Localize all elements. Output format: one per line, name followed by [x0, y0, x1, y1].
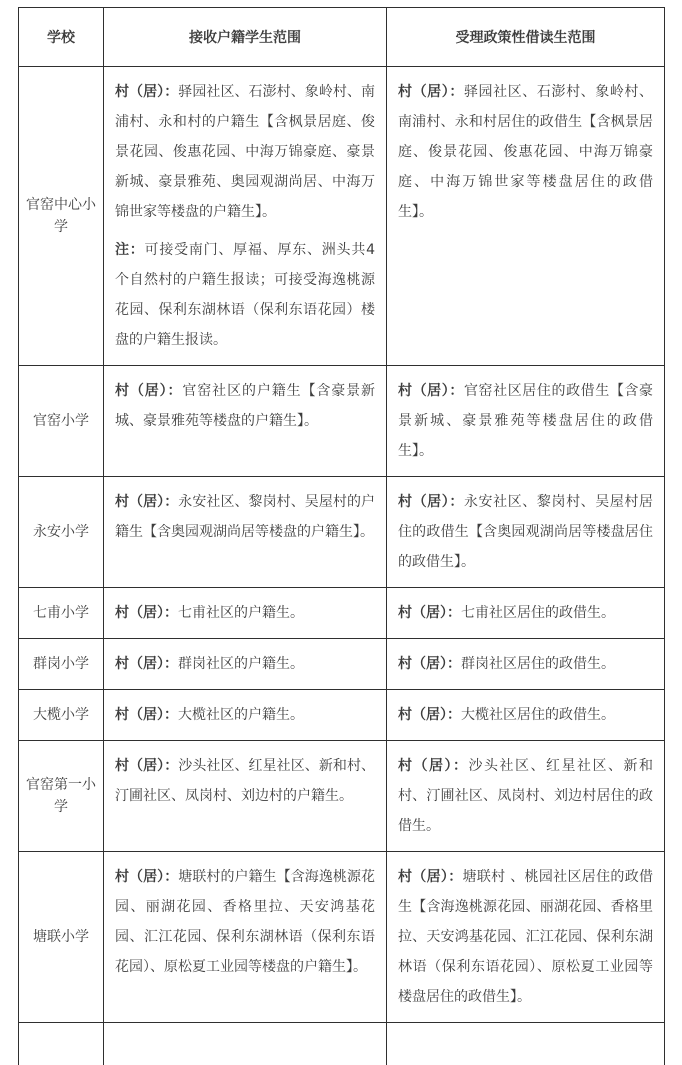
table-header	[19, 8, 665, 67]
table-row	[19, 588, 665, 639]
huji-range-cell	[104, 67, 387, 366]
partial-next-row	[19, 1023, 665, 1065]
row-label: 村（居）：	[115, 383, 182, 399]
row-label: 村（居）：	[398, 869, 463, 885]
huji-range-cell	[104, 366, 387, 477]
huji-range-text: 村（居）：大榄社区的户籍生。	[115, 700, 375, 730]
table-row	[19, 639, 665, 690]
table-row	[19, 852, 665, 1023]
table-row	[19, 741, 665, 852]
jiedu-range-text: 村（居）：永安社区、黎岗村、吴屋村居住的政借生【含奥园观湖尚居等楼盘居住的政借生】。	[398, 487, 653, 577]
huji-range-cell	[104, 639, 387, 690]
jiedu-range-text: 村（居）：官窑社区居住的政借生【含豪景新城、豪景雅苑等楼盘居住的政借生】。	[398, 376, 653, 466]
school-name-cell	[19, 477, 104, 588]
table-row	[19, 690, 665, 741]
row-label: 村（居）：	[115, 758, 178, 774]
header-row	[19, 8, 665, 67]
row-label: 村（居）：	[398, 494, 464, 510]
jiedu-range-cell	[387, 67, 665, 366]
jiedu-range-cell	[387, 741, 665, 852]
school-name-cell	[19, 639, 104, 690]
column-header-jiedu-range: 受理政策性借读生范围	[387, 8, 665, 67]
row-label: 村（居）：	[115, 869, 178, 885]
huji-range-cell	[104, 477, 387, 588]
jiedu-range-text: 村（居）：大榄社区居住的政借生。	[398, 700, 653, 730]
huji-range-cell	[104, 741, 387, 852]
school-name-cell	[19, 366, 104, 477]
school-name: 永安小学	[33, 524, 89, 540]
row-label: 村（居）：	[398, 383, 464, 399]
school-name: 七甫小学	[33, 605, 89, 621]
row-label: 村（居）：	[115, 494, 178, 510]
row-label: 村（居）：	[398, 84, 464, 100]
jiedu-range-cell	[387, 477, 665, 588]
school-name-cell	[19, 588, 104, 639]
school-name: 大榄小学	[33, 707, 89, 723]
school-name: 群岗小学	[33, 656, 89, 672]
school-name: 官窑小学	[33, 413, 89, 429]
note-label: 注：	[115, 242, 145, 258]
jiedu-range-cell	[387, 366, 665, 477]
huji-range-text: 村（居）：沙头社区、红星社区、新和村、汀圃社区、凤岗村、刘边村的户籍生。	[115, 751, 375, 811]
row-label: 村（居）：	[398, 605, 461, 621]
table-row	[19, 366, 665, 477]
jiedu-range-text: 村（居）：塘联村 、桃园社区居住的政借生【含海逸桃源花园、丽湖花园、香格里拉、天安鸿基花园、汇江花园、保利东湖林语（保利东语花园）、原松夏工业园等楼盘居住的政借生】。	[398, 862, 653, 1012]
school-name-cell	[19, 741, 104, 852]
school-enrollment-table	[18, 7, 665, 1065]
jiedu-range-cell	[387, 639, 665, 690]
huji-note-text: 注：可接受南门、厚福、厚东、洲头共4个自然村的户籍生报读；可接受海逸桃源花园、保利东湖林语（保利东语花园）楼盘的户籍生报读。	[115, 235, 375, 355]
huji-range-text: 村（居）：群岗社区的户籍生。	[115, 649, 375, 679]
huji-range-text: 村（居）：官窑社区的户籍生【含豪景新城、豪景雅苑等楼盘的户籍生】。	[115, 376, 375, 436]
jiedu-range-text: 村（居）：沙头社区、红星社区、新和村、汀圃社区、凤岗村、刘边村居住的政借生。	[398, 751, 653, 841]
school-name-cell	[19, 852, 104, 1023]
school-name: 官窑第一小学	[26, 777, 96, 815]
huji-range-cell	[104, 588, 387, 639]
row-label: 村（居）：	[398, 707, 461, 723]
jiedu-range-cell	[387, 690, 665, 741]
school-name-cell	[19, 690, 104, 741]
jiedu-range-text: 村（居）：驿园社区、石澎村、象岭村、南浦村、永和村居住的政借生【含枫景居庭、俊景花园、俊惠花园、中海万锦豪庭、中海万锦世家等楼盘居住的政借生】。	[398, 77, 653, 227]
row-label: 村（居）：	[115, 605, 178, 621]
row-label: 村（居）：	[398, 758, 469, 774]
empty-cell	[19, 1023, 104, 1065]
column-header-school: 学校	[19, 8, 104, 67]
huji-range-text: 村（居）：塘联村的户籍生【含海逸桃源花园、丽湖花园、香格里拉、天安鸿基花园、汇江花园、保利东湖林语（保利东语花园）、原松夏工业园等楼盘的户籍生】。	[115, 862, 375, 982]
huji-range-text: 村（居）：永安社区、黎岗村、吴屋村的户籍生【含奥园观湖尚居等楼盘的户籍生】。	[115, 487, 375, 547]
empty-cell	[104, 1023, 387, 1065]
row-label: 村（居）：	[115, 84, 178, 100]
huji-range-text: 村（居）：驿园社区、石澎村、象岭村、南浦村、永和村的户籍生【含枫景居庭、俊景花园、俊惠花园、中海万锦豪庭、豪景新城、豪景雅苑、奥园观湖尚居、中海万锦世家等楼盘的户籍生】。	[115, 77, 375, 227]
table-row	[19, 67, 665, 366]
row-label: 村（居）：	[398, 656, 461, 672]
jiedu-range-text: 村（居）：群岗社区居住的政借生。	[398, 649, 653, 679]
huji-range-cell	[104, 852, 387, 1023]
row-label: 村（居）：	[115, 707, 178, 723]
huji-range-text: 村（居）：七甫社区的户籍生。	[115, 598, 375, 628]
school-name: 塘联小学	[33, 929, 89, 945]
row-label: 村（居）：	[115, 656, 178, 672]
school-name-cell	[19, 67, 104, 366]
huji-range-cell	[104, 690, 387, 741]
table-row	[19, 477, 665, 588]
table-body	[19, 67, 665, 1065]
school-name: 官窑中心小学	[26, 197, 96, 235]
column-header-huji-range: 接收户籍学生范围	[104, 8, 387, 67]
jiedu-range-cell	[387, 852, 665, 1023]
empty-cell	[387, 1023, 665, 1065]
jiedu-range-cell	[387, 588, 665, 639]
jiedu-range-text: 村（居）：七甫社区居住的政借生。	[398, 598, 653, 628]
